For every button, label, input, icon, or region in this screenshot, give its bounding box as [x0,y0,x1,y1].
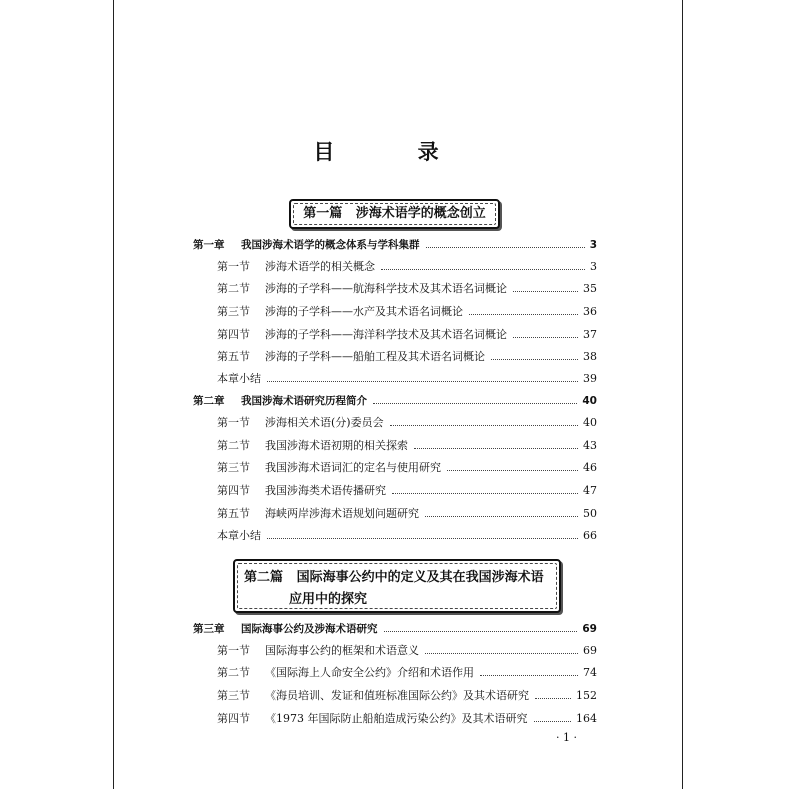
toc-label: 第二节 [217,282,250,295]
part-label: 第一篇 [303,206,343,221]
toc-page-number: 152 [576,689,597,702]
toc-entry-title: 我国涉海类术语传播研究 [265,484,386,497]
part-title-line2: 应用中的探究 [289,592,368,607]
leader-dots [373,393,577,404]
toc-page-number: 43 [583,439,597,452]
toc-label: 第四节 [217,712,250,725]
toc-chapter-row [193,237,597,253]
leader-dots [392,483,578,494]
toc-label: 第一节 [217,644,250,657]
toc-page-number: 46 [583,461,597,474]
page-number: · 1 · [556,731,577,744]
toc-entry-title: 海峡两岸涉海术语规划问题研究 [265,507,419,520]
toc-page-number: 3 [590,260,597,273]
toc-page-number: 35 [583,282,597,295]
part-title: 涉海术语学的概念创立 [355,206,486,221]
toc-entry-title: 我国涉海术语学的概念体系与学科集群 [241,239,420,251]
toc-entry-title: 涉海的子学科——航海科学技术及其术语名词概论 [265,282,507,295]
toc-entry-title: 我国涉海术语词汇的定名与使用研究 [265,461,441,474]
toc-label: 第二章 [193,395,225,407]
toc-page-number: 50 [583,507,597,520]
toc-label: 第一节 [217,416,250,429]
toc-section-row [217,349,597,365]
toc-page-number: 36 [583,305,597,318]
toc-label: 第四节 [217,328,250,341]
leader-dots [425,506,578,517]
toc-summary-row [217,528,597,544]
leader-dots [267,528,578,539]
toc-section-row [217,438,597,454]
toc-entry-title: 本章小结 [217,529,261,542]
toc-page-number: 40 [583,416,597,429]
part-two-banner [233,559,561,613]
toc-section-row [217,281,597,297]
toc-label: 第三节 [217,689,250,702]
toc-chapter-row [193,393,597,409]
toc-page-number: 38 [583,350,597,363]
toc-label: 第一节 [217,260,250,273]
leader-dots [534,711,571,722]
leader-dots [426,237,585,248]
part-one-banner [289,199,500,229]
toc-label: 第二节 [217,666,250,679]
toc-section-row [217,327,597,343]
toc-page-number: 66 [583,529,597,542]
leader-dots [267,371,578,382]
leader-dots [414,438,578,449]
toc-entry-title: 涉海的子学科——船舶工程及其术语名词概论 [265,350,485,363]
toc-entry-title: 涉海相关术语(分)委员会 [265,416,384,429]
toc-label: 第五节 [217,507,250,520]
toc-entry-title: 国际海事公约及涉海术语研究 [241,623,378,635]
toc-section-row [217,711,597,727]
toc-entry-title: 《海员培训、发证和值班标准国际公约》及其术语研究 [265,689,529,702]
toc-entry-title: 国际海事公约的框架和术语意义 [265,644,419,657]
toc-page-number: 74 [583,666,597,679]
leader-dots [425,643,578,654]
toc-chapter-row [193,621,597,637]
leader-dots [447,460,578,471]
leader-dots [513,281,578,292]
leader-dots [469,304,578,315]
toc-entry-title: 我国涉海术语初期的相关探索 [265,439,408,452]
toc-page-number: 40 [582,395,597,407]
toc-page-number: 39 [583,372,597,385]
toc-page-number: 37 [583,328,597,341]
toc-section-row [217,304,597,320]
toc-label: 第三章 [193,623,225,635]
leader-dots [491,349,578,360]
leader-dots [384,621,577,632]
toc-section-row [217,643,597,659]
toc-label: 第五节 [217,350,250,363]
toc-entry-title: 本章小结 [217,372,261,385]
toc-section-row [217,483,597,499]
toc-entry-title: 涉海的子学科——海洋科学技术及其术语名词概论 [265,328,507,341]
toc-summary-row [217,371,597,387]
leader-dots [390,415,578,426]
toc-section-row [217,506,597,522]
toc-page-number: 164 [576,712,597,725]
toc-entry-title: 《1973 年国际防止船舶造成污染公约》及其术语研究 [265,712,528,725]
part-label: 第二篇 [244,570,284,585]
toc-label: 第一章 [193,239,225,251]
toc-page-number: 69 [582,623,597,635]
toc-section-row [217,415,597,431]
toc-entry-title: 涉海术语学的相关概念 [265,260,375,273]
toc-section-row [217,665,597,681]
toc-page-number: 47 [583,484,597,497]
leader-dots [480,665,578,676]
toc-label: 第四节 [217,484,250,497]
toc-section-row [217,688,597,704]
leader-dots [513,327,578,338]
toc-label: 第三节 [217,305,250,318]
part-title-line1: 国际海事公约中的定义及其在我国涉海术语 [296,570,544,585]
toc-page-number: 3 [589,239,597,251]
toc-entry-title: 涉海的子学科——水产及其术语名词概论 [265,305,463,318]
leader-dots [381,259,585,270]
toc-page-number: 69 [583,644,597,657]
toc-label: 第三节 [217,461,250,474]
toc-section-row [217,259,597,275]
page-title: 目 录 [313,140,477,164]
toc-label: 第二节 [217,439,250,452]
toc-section-row [217,460,597,476]
toc-entry-title: 我国涉海术语研究历程简介 [241,395,367,407]
leader-dots [535,688,571,699]
toc-entry-title: 《国际海上人命安全公约》介绍和术语作用 [265,666,474,679]
